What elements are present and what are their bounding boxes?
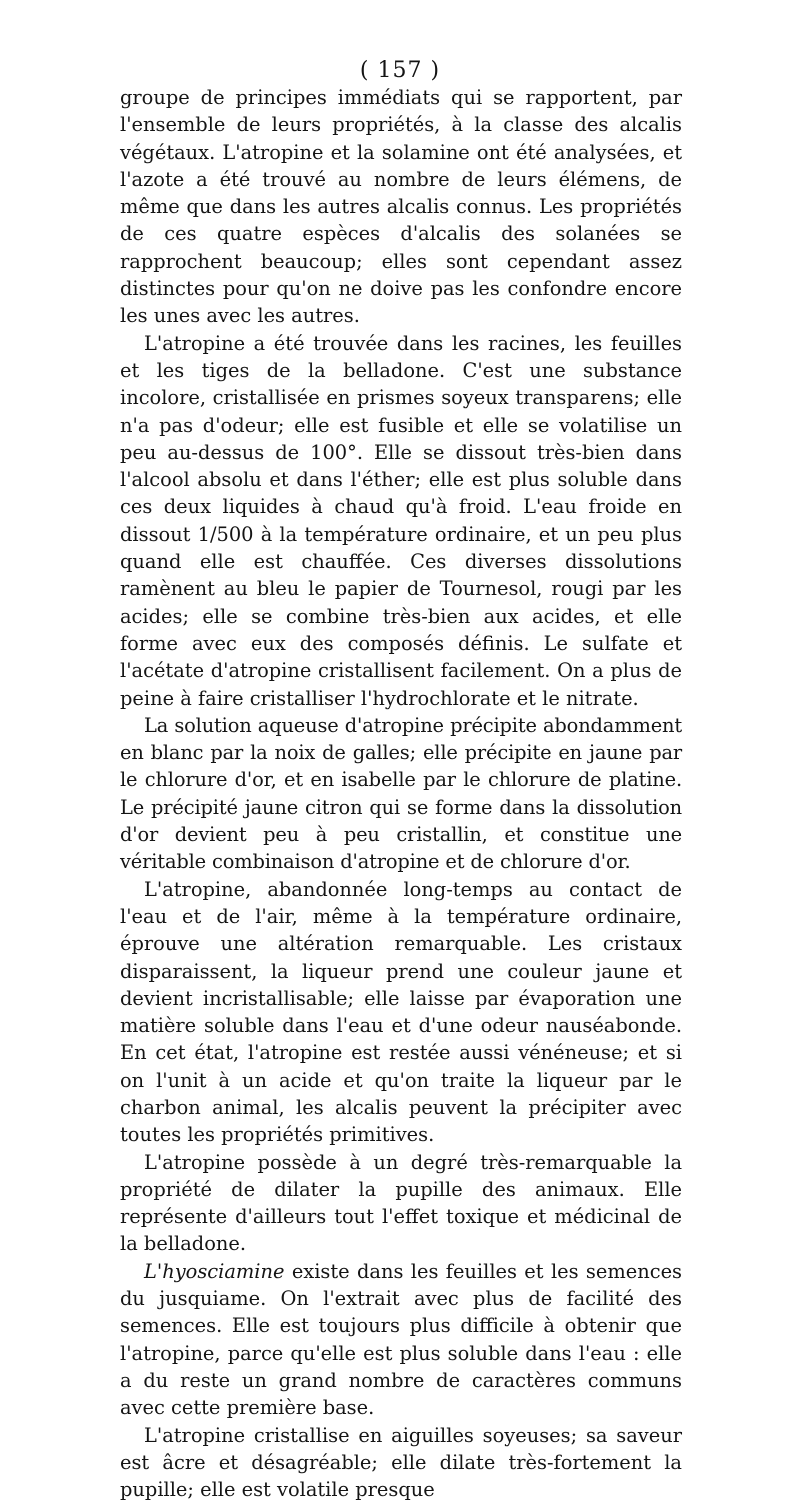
hyosciamine-term: L'hyosciamine <box>144 1259 285 1283</box>
page-number: ( 157 ) <box>359 58 441 83</box>
paragraph-hyosciamine <box>120 1258 682 1422</box>
paragraph-aqueous-solution: La solution aqueuse d'atropine précipite abondamment en blanc par la noix de galles; elle précipite en jaune par le chlorure d'or, et en isabelle par le chlorure de platine. Le précipité jaune citron qui se forme dans la dissolution d'or devient peu à peu cristallin, et constitue une véritable combinaison d'atropine et de chlorure d'or. <box>120 713 682 874</box>
paragraph-crystallization: L'atropine cristallise en aiguilles soyeuses; sa saveur est âcre et désagréable; elle dilate très-fortement la pupille; elle est volatile presque <box>120 1423 682 1502</box>
body-text <box>120 84 682 1503</box>
hyosciamine-text: existe dans les feuilles et les semences du jusquiame. On l'extrait avec plus de facilité des semences. Elle est toujours plus difficile à obtenir que l'atropine, parce qu'elle est plus soluble dans l'eau : elle a du reste un grand nombre de caractères communs avec cette première base. <box>120 1259 682 1420</box>
paragraph-continuation: groupe de principes immédiats qui se rapportent, par l'ensemble de leurs propriétés, à la classe des alcalis végétaux. L'atropine et la solamine ont été analysées, et l'azote a été trouvé au nombre de leurs élémens, de même que dans les autres alcalis connus. Les propriétés de ces quatre espèces d'alcalis des solanées se rapprochent beaucoup; elles sont cependant assez distinctes pour qu'on ne doive pas les confondre encore les unes avec les autres. <box>120 86 682 328</box>
paragraph-pupil-dilation: L'atropine possède à un degré très-remarquable la propriété de dilater la pupille des animaux. Elle représente d'ailleurs tout l'effet toxique et médicinal de la belladone. <box>120 1150 682 1256</box>
paragraph-atropine-properties: L'atropine a été trouvée dans les racines, les feuilles et les tiges de la belladone. C'est une substance incolore, cristallisée en prismes soyeux transparens; elle n'a pas d'odeur; elle est fusible et elle se volatilise un peu au-dessus de 100°. Elle se dissout très-bien dans l'alcool absolu et dans l'éther; elle est plus soluble dans ces deux liquides à chaud qu'à froid. L'eau froide en dissout 1/500 à la température ordinaire, et un peu plus quand elle est chauffée. Ces diverses dissolutions ramènent au bleu le papier de Tournesol, rougi par les acides; elle se combine très-bien aux acides, et elle forme avec eux des composés définis. Le sulfate et l'acétate d'atropine cristallisent facilement. On a plus de peine à faire cristalliser l'hydrochlorate et le nitrate. <box>120 331 682 710</box>
paragraph-alteration: L'atropine, abandonnée long-temps au contact de l'eau et de l'air, même à la température ordinaire, éprouve une altération remarquable. Les cristaux disparaissent, la liqueur prend une couleur jaune et devient incristallisable; elle laisse par évaporation une matière soluble dans l'eau et d'une odeur nauséabonde. En cet état, l'atropine est restée aussi vénéneuse; et si on l'unit à un acide et qu'on traite la liqueur par le charbon animal, les alcalis peuvent la précipiter avec toutes les propriétés primitives. <box>120 877 682 1147</box>
